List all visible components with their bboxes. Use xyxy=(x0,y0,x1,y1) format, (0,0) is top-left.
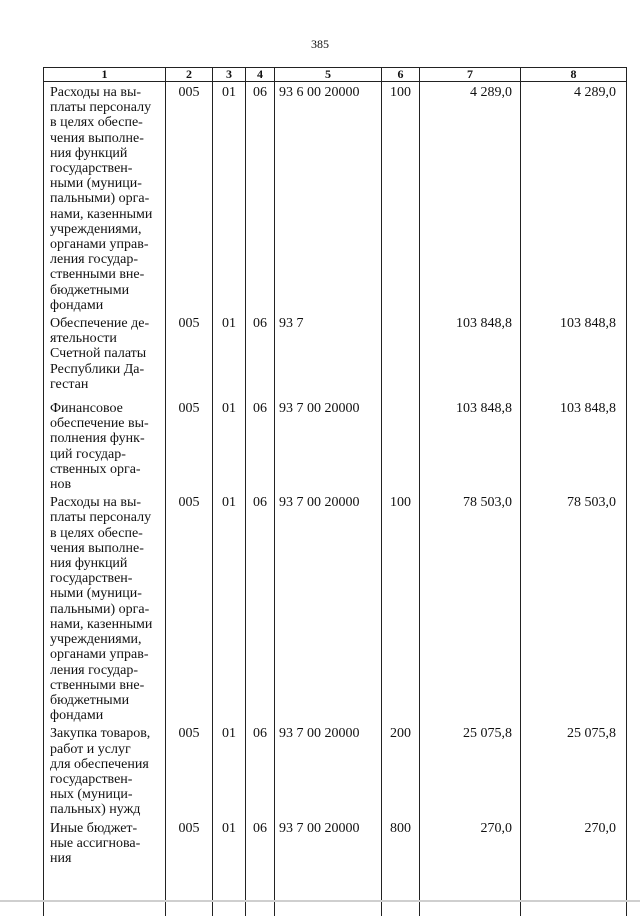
col-header-3: 3 xyxy=(213,68,246,82)
amount-col7: 25 075,8 xyxy=(420,723,521,817)
table-row xyxy=(44,313,627,398)
amount-col7: 103 848,8 xyxy=(420,398,521,492)
ministry-code: 005 xyxy=(166,723,213,817)
amount-col7: 78 503,0 xyxy=(420,492,521,723)
section-code: 01 xyxy=(213,313,246,398)
col-header-8: 8 xyxy=(521,68,627,82)
item-name: Закупка товаров, работ и услуг для обеспечения государствен- ных (муници- пальных) нужд xyxy=(44,723,166,817)
col-header-2: 2 xyxy=(166,68,213,82)
section-code: 01 xyxy=(213,82,246,314)
ministry-code: 005 xyxy=(166,492,213,723)
table-row xyxy=(44,398,627,492)
subsection-code: 06 xyxy=(246,398,275,492)
expense-kind: 800 xyxy=(382,818,420,867)
scan-edge xyxy=(0,900,640,902)
expense-kind: 200 xyxy=(382,723,420,817)
section-code: 01 xyxy=(213,398,246,492)
amount-col8: 103 848,8 xyxy=(521,398,627,492)
col-header-4: 4 xyxy=(246,68,275,82)
table-row xyxy=(44,492,627,723)
item-name: Обеспечение де- ятельности Счетной палаты Республики Да- гестан xyxy=(44,313,166,398)
item-name: Иные бюджет- ные ассигнова- ния xyxy=(44,818,166,867)
section-code: 01 xyxy=(213,818,246,867)
amount-col7: 4 289,0 xyxy=(420,82,521,314)
ministry-code: 005 xyxy=(166,398,213,492)
subsection-code: 06 xyxy=(246,818,275,867)
subsection-code: 06 xyxy=(246,82,275,314)
table-row-continuation xyxy=(44,866,627,916)
col-header-7: 7 xyxy=(420,68,521,82)
target-article: 93 7 xyxy=(275,313,382,398)
col-header-6: 6 xyxy=(382,68,420,82)
target-article: 93 7 00 20000 xyxy=(275,818,382,867)
target-article: 93 7 00 20000 xyxy=(275,723,382,817)
target-article: 93 6 00 20000 xyxy=(275,82,382,314)
target-article: 93 7 00 20000 xyxy=(275,398,382,492)
expense-kind: 100 xyxy=(382,492,420,723)
amount-col8: 103 848,8 xyxy=(521,313,627,398)
table-row xyxy=(44,82,627,314)
table-row xyxy=(44,818,627,867)
subsection-code: 06 xyxy=(246,723,275,817)
expense-kind: 100 xyxy=(382,82,420,314)
ministry-code: 005 xyxy=(166,82,213,314)
amount-col7: 103 848,8 xyxy=(420,313,521,398)
table-row xyxy=(44,723,627,817)
expense-kind xyxy=(382,313,420,398)
amount-col8: 25 075,8 xyxy=(521,723,627,817)
target-article: 93 7 00 20000 xyxy=(275,492,382,723)
item-name: Расходы на вы- платы персоналу в целях обеспе- чения выполне- ния функций государствен- ными (муници- пальными) орга- нами, казенными учреждениями, органами управ- ления государ- ственными вне- бюджетными фондами xyxy=(44,492,166,723)
section-code: 01 xyxy=(213,723,246,817)
amount-col8: 4 289,0 xyxy=(521,82,627,314)
section-code: 01 xyxy=(213,492,246,723)
amount-col8: 78 503,0 xyxy=(521,492,627,723)
expense-kind xyxy=(382,398,420,492)
subsection-code: 06 xyxy=(246,492,275,723)
col-header-5: 5 xyxy=(275,68,382,82)
page-number: 385 xyxy=(311,37,329,51)
ministry-code: 005 xyxy=(166,313,213,398)
col-header-1: 1 xyxy=(44,68,166,82)
column-number-header xyxy=(44,68,627,82)
amount-col7: 270,0 xyxy=(420,818,521,867)
item-name: Расходы на вы- платы персоналу в целях обеспе- чения выполне- ния функций государствен- ными (муници- пальными) орга- нами, казенными учреждениями, органами управ- ления государ- ственными вне- бюджетными фондами xyxy=(44,82,166,314)
budget-table xyxy=(43,67,627,916)
subsection-code: 06 xyxy=(246,313,275,398)
amount-col8: 270,0 xyxy=(521,818,627,867)
ministry-code: 005 xyxy=(166,818,213,867)
item-name: Финансовое обеспечение вы- полнения функ- ций государ- ственных орга- нов xyxy=(44,398,166,492)
